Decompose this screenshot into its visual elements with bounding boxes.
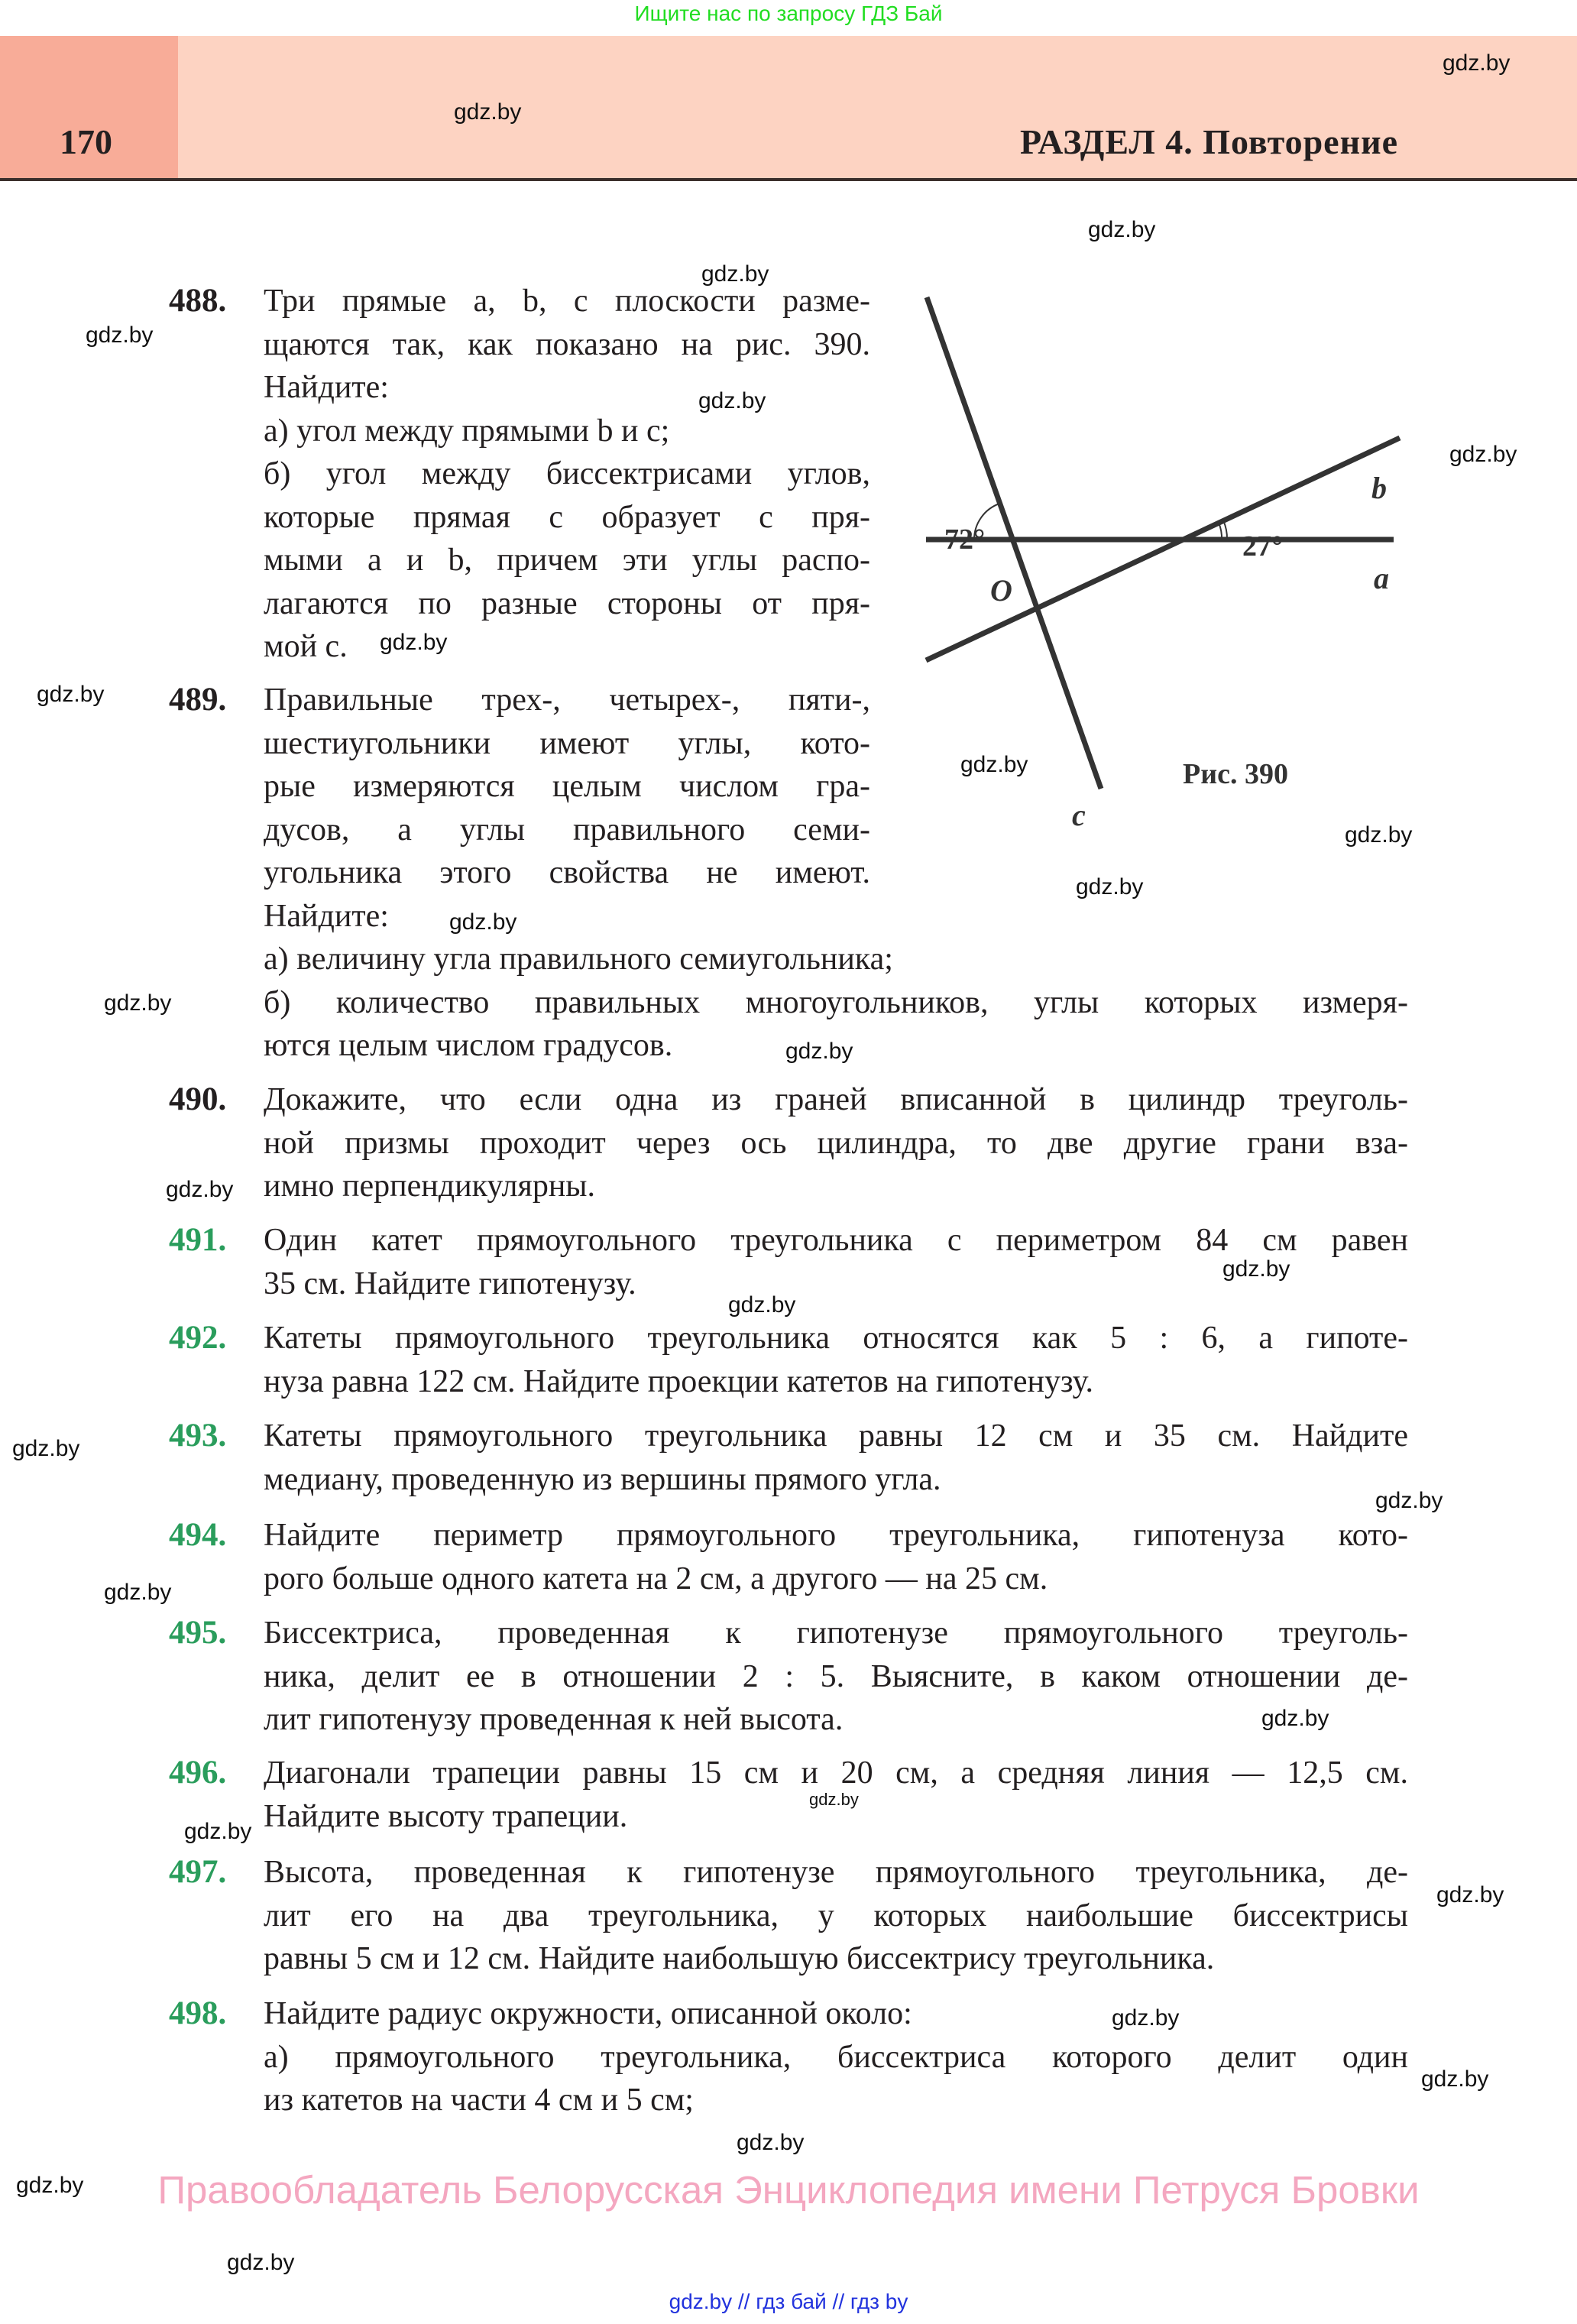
- watermark: gdz.by: [37, 682, 105, 707]
- problem-number: 489.: [169, 682, 227, 718]
- problem-text-line: Найдите радиус окружности, описанной около:: [264, 1996, 912, 2031]
- problem-text-line: ника, делит ее в отношении 2 : 5. Выясните, в каком отношении де-: [264, 1658, 1408, 1694]
- problem-text-line: Один катет прямоугольного треугольника с периметром 84 см равен: [264, 1223, 1408, 1258]
- watermark: gdz.by: [1443, 50, 1511, 76]
- watermark: gdz.by: [184, 1819, 252, 1844]
- problem-text-line: мой c.: [264, 629, 348, 664]
- problem-text-line: рые измеряются целым числом гра-: [264, 769, 870, 804]
- figure-caption: Рис. 390: [1183, 758, 1288, 790]
- problem-text-line: лит гипотенузу проведенная к ней высота.: [264, 1702, 844, 1737]
- watermark: gdz.by: [1421, 2066, 1489, 2092]
- watermark: gdz.by: [449, 909, 517, 935]
- point-label-o: O: [990, 573, 1012, 608]
- watermark: gdz.by: [86, 323, 154, 348]
- watermark: gdz.by: [166, 1177, 234, 1202]
- watermark: gdz.by: [1375, 1488, 1443, 1513]
- line-label-c: c: [1072, 798, 1086, 832]
- watermark: gdz.by: [12, 1436, 80, 1461]
- problem-text-line: лит его на два треугольника, у которых наибольшие биссектрисы: [264, 1898, 1408, 1933]
- watermark: gdz.by: [1449, 442, 1517, 467]
- watermark: gdz.by: [728, 1292, 796, 1318]
- problem-number: 490.: [169, 1081, 227, 1117]
- problem-text-line: Найдите периметр прямоугольного треугольника, гипотенуза кото-: [264, 1518, 1408, 1553]
- problem-text-line: б) количество правильных многоугольников, углы которых измеря-: [264, 984, 1408, 1020]
- watermark: gdz.by: [1345, 822, 1413, 848]
- problem-text-line: Найдите:: [264, 898, 389, 934]
- problem-number: 497.: [169, 1854, 227, 1890]
- line-label-a: a: [1374, 561, 1389, 595]
- problem-text-line: а) угол между прямыми b и c;: [264, 413, 670, 449]
- watermark: gdz.by: [809, 1790, 859, 1809]
- problem-number: 494.: [169, 1517, 227, 1553]
- watermark: gdz.by: [104, 1580, 172, 1605]
- watermark: gdz.by: [16, 2173, 84, 2198]
- watermark: gdz.by: [1076, 874, 1144, 899]
- problem-text-line: ной призмы проходит через ось цилиндра, то две другие грани вза-: [264, 1125, 1408, 1161]
- problem-text-line: Катеты прямоугольного треугольника относятся как 5 : 6, а гипоте-: [264, 1321, 1408, 1356]
- problem-text-line: которые прямая c образует с пря-: [264, 499, 870, 535]
- watermark: gdz.by: [698, 388, 766, 413]
- watermark: gdz.by: [380, 630, 448, 655]
- watermark: gdz.by: [1436, 1882, 1504, 1907]
- problem-number: 496.: [169, 1755, 227, 1791]
- problem-text-line: нуза равна 122 см. Найдите проекции катетов на гипотенузу.: [264, 1363, 1093, 1399]
- problem-text-line: Три прямые a, b, c плоскости разме-: [264, 284, 870, 319]
- problem-text-line: а) прямоугольного треугольника, биссектриса которого делит один: [264, 2039, 1408, 2075]
- watermark: gdz.by: [1261, 1706, 1329, 1731]
- problem-text-line: Правильные трех-, четырех-, пяти-,: [264, 682, 870, 718]
- angle-label-72: 72°: [944, 523, 986, 556]
- problem-text-line: медиану, проведенную из вершины прямого угла.: [264, 1461, 941, 1497]
- problem-text-line: имно перпендикулярны.: [264, 1168, 596, 1204]
- problem-number: 488.: [169, 283, 227, 319]
- problem-number: 492.: [169, 1320, 227, 1356]
- problem-text-line: шестиугольники имеют углы, кото-: [264, 725, 870, 761]
- problem-text-line: рого больше одного катета на 2 см, а другого — на 25 см.: [264, 1561, 1048, 1596]
- problem-text-line: Биссектриса, проведенная к гипотенузе прямоугольного треуголь-: [264, 1616, 1408, 1651]
- problem-text-line: а) величину угла правильного семиугольника;: [264, 942, 893, 977]
- problem-text-line: Высота, проведенная к гипотенузе прямоугольного треугольника, де-: [264, 1855, 1408, 1890]
- watermark: gdz.by: [454, 99, 522, 125]
- problem-number: 491.: [169, 1222, 227, 1258]
- problem-text-line: 35 см. Найдите гипотенузу.: [264, 1266, 636, 1301]
- line-label-b: b: [1371, 471, 1387, 505]
- problem-text-line: лагаются по разные стороны от пря-: [264, 585, 870, 621]
- problem-text-line: щаются так, как показано на рис. 390.: [264, 326, 870, 362]
- problem-text-line: Катеты прямоугольного треугольника равны 12 см и 35 см. Найдите: [264, 1418, 1408, 1454]
- problem-text-line: б) угол между биссектрисами углов,: [264, 456, 870, 491]
- problem-text-line: Найдите высоту трапеции.: [264, 1798, 628, 1834]
- problem-text-line: дусов, а углы правильного семи-: [264, 812, 870, 848]
- section-title: РАЗДЕЛ 4. Повторение: [1019, 122, 1398, 161]
- line-b: [926, 438, 1400, 660]
- problem-number: 495.: [169, 1615, 227, 1651]
- watermark: gdz.by: [227, 2250, 295, 2275]
- watermark: gdz.by: [1088, 217, 1156, 242]
- search-banner[interactable]: Ищите нас по запросу ГДЗ Бай: [634, 2, 943, 25]
- watermark: gdz.by: [104, 990, 172, 1016]
- watermark: gdz.by: [960, 752, 1028, 777]
- problem-text-line: из катетов на части 4 см и 5 см;: [264, 2083, 694, 2118]
- problem-text-line: Диагонали трапеции равны 15 см и 20 см, а средняя линия — 12,5 см.: [264, 1755, 1408, 1791]
- problem-text-line: ются целым числом градусов.: [264, 1028, 673, 1063]
- angle-arc-27-outer: [1223, 520, 1227, 540]
- problem-text-line: Докажите, что если одна из граней вписанной в цилиндр треуголь-: [264, 1082, 1408, 1117]
- footer-links[interactable]: gdz.by // гдз бай // гдз by: [669, 2290, 908, 2313]
- watermark: gdz.by: [701, 261, 769, 287]
- problem-number: 498.: [169, 1995, 227, 2031]
- watermark: gdz.by: [1222, 1256, 1290, 1282]
- problem-number: 493.: [169, 1418, 227, 1454]
- watermark: gdz.by: [737, 2130, 805, 2155]
- problem-text-line: угольника этого свойства не имеют.: [264, 855, 870, 890]
- problem-text-line: равны 5 см и 12 см. Найдите наибольшую биссектрису треугольника.: [264, 1941, 1215, 1976]
- angle-label-27: 27°: [1242, 530, 1284, 562]
- watermark: gdz.by: [1112, 2005, 1180, 2031]
- problem-text-line: мыми a и b, причем эти углы распо-: [264, 543, 870, 578]
- watermark: gdz.by: [785, 1039, 853, 1064]
- copyright-owner: Правообладатель Белорусская Энциклопедия имени Петруся Бровки: [157, 2168, 1420, 2212]
- page-number: 170: [60, 122, 112, 161]
- problem-text-line: Найдите:: [264, 370, 389, 405]
